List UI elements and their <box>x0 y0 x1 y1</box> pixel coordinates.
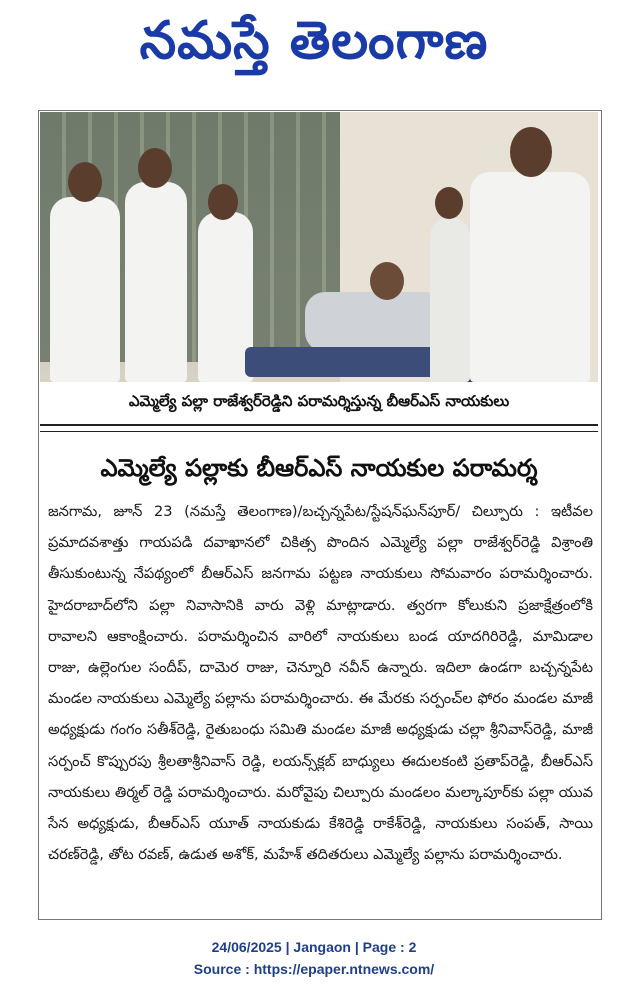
divider-top <box>40 424 598 426</box>
divider-thin <box>40 431 598 432</box>
photo-person-2-head <box>138 148 172 188</box>
photo-patient <box>305 292 445 352</box>
masthead-title: నమస్తే తెలంగాణ <box>139 11 489 71</box>
photo-person-4 <box>430 217 470 382</box>
photo-person-5 <box>470 172 590 382</box>
footer-source-link[interactable]: Source : https://epaper.ntnews.com/ <box>193 961 435 977</box>
article-body <box>48 496 593 870</box>
news-photo <box>40 112 598 382</box>
footer-date-edition: 24/06/2025 | Jangaon | Page : 2 <box>211 939 417 955</box>
photo-person-3-head <box>208 184 238 220</box>
source-footer <box>0 936 628 980</box>
article-headline: ఎమ్మెల్యే పల్లాకు బీఆర్‌ఎస్‌ నాయకుల పరామర్శ <box>100 454 538 482</box>
photo-person-2 <box>125 182 187 382</box>
photo-caption: ఎమ్మెల్యే పల్లా రాజేశ్వర్‌రెడ్డిని పరామర్శిస్తున్న బీఆర్‌ఎస్‌ నాయకులు <box>128 392 510 410</box>
article-body-paragraph: జనగామ, జూన్‌ 23 (నమస్తే తెలంగాణ)/బచ్చన్నపేట/స్టేషన్‌ఘన్‌పూర్‌/ చిల్పూరు : ఇటీవల ప్రమాదవశాత్తు గాయపడి దవాఖానలో చికిత్స పొందిన ఎమ్మెల్యే పల్లా రాజేశ్వర్‌రెడ్డి విశ్రాంతి తీసుకుంటున్న నేపథ్యంలో బీఆర్‌ఎస్‌ జనగామ పట్టణ నాయకులు సోమవారం పరామర్శించారు. హైదరాబాద్‌లోని పల్లా నివాసానికి వారు వెళ్లి మాట్లాడారు. త్వరగా కోలుకుని ప్రజాక్షేత్రంలోకి రావాలని ఆకాంక్షించారు. పరామర్శించిన వారిలో నాయకులు బండ యాదగిరిరెడ్డి, మామిడాల రాజు, ఉల్లెంగుల సందీప్‌, దామెర రాజు, చెన్నూరి నవీన్‌ ఉన్నారు. ఇదిలా ఉండగా బచ్చన్నపేట మండల నాయకులు ఎమ్మెల్యే పల్లాను పరామర్శించారు. ఈ మేరకు సర్పంచ్‌ల ఫోరం మండల మాజీ అధ్యక్షుడు గంగం సతీశ్‌రెడ్డి, రైతుబంధు సమితి మండల మాజీ అధ్యక్షుడు చల్లా శ్రీనివాస్‌రెడ్డి, మాజీ సర్పంచ్‌ కొప్పురపు శ్రీలతాశ్రీనివాస్‌ రెడ్డి, లయన్స్‌క్లబ్‌ బాధ్యులు ఈదులకంటి ప్రతాప్‌రెడ్డి, బీఆర్‌ఎస్‌ నాయకులు తిర్మల్‌ రెడ్డి పరామర్శించారు. మరోవైపు చిల్పూరు మండలం మల్కాపూర్‌కు పల్లా యువ సేన అధ్యక్షుడు, బీఆర్‌ఎస్‌ యూత్‌ నాయకుడు కేశిరెడ్డి రాకేశ్‌రెడ్డి, నాయకులు సంపత్‌, సాయి చరణ్‌రెడ్డి, తోట రవణ్‌, ఉడుత అశోక్‌, మహేశ్‌ తదితరులు ఎమ్మెల్యే పల్లాను పరామర్శించారు. <box>48 503 593 864</box>
photo-patient-head <box>370 262 404 300</box>
photo-person-5-head <box>510 127 552 177</box>
photo-person-4-head <box>435 187 463 219</box>
photo-person-1 <box>50 197 120 382</box>
newspaper-masthead <box>0 6 628 76</box>
photo-person-1-head <box>68 162 102 202</box>
